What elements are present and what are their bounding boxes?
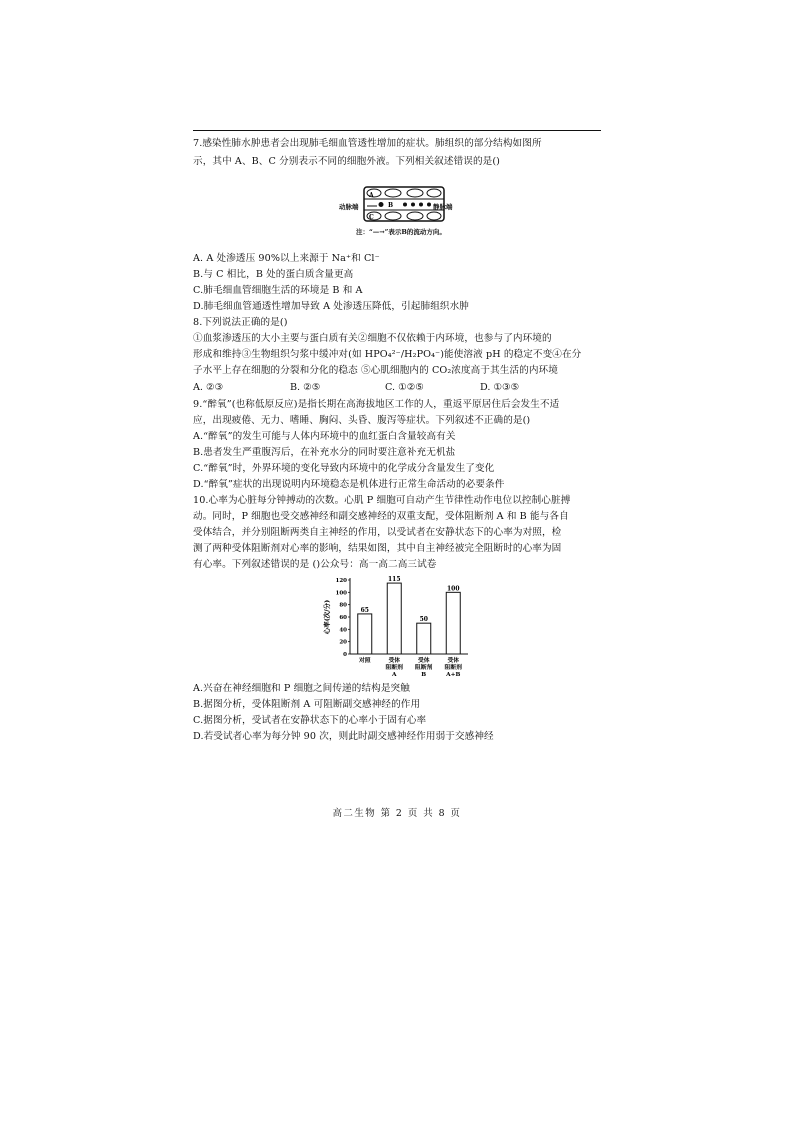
category-label: 阻断剂	[415, 665, 433, 671]
y-tick-label: 100	[335, 590, 347, 597]
q10-stem-line-1: 10.心率为心脏每分钟搏动的次数。心肌 P 细胞可自动产生节律性动作电位以控制心脏搏	[193, 495, 571, 506]
q10-option-d: D.若受试者心率为每分钟 90 次，则此时副交感神经作用弱于交感神经	[193, 731, 494, 742]
bar-value-label: 50	[419, 616, 428, 624]
bar	[446, 592, 460, 654]
q7-option-d: D.肺毛细血管通透性增加导致 A 处渗透压降低，引起肺组织水肿	[193, 301, 469, 312]
q10-stem-line-2: 动。同时，P 细胞也受交感神经和副交感神经的双重支配，受体阻断剂 A 和 B 能与各自	[193, 511, 569, 522]
diagram-letter-c: C	[369, 214, 374, 221]
q7-stem-line-2: 示，其中 A、B、C 分别表示不同的细胞外液。下列相关叙述错误的是()	[193, 156, 501, 167]
y-tick-label: 40	[339, 627, 347, 634]
diagram-note: 注：“—→”表示B的流动方向。	[356, 228, 446, 236]
q8-stem: 8.下列说法正确的是()	[193, 317, 288, 328]
q8-statement-line-1: ①血浆渗透压的大小主要与蛋白质有关②细胞不仅依赖于内环境，也参与了内环境的	[193, 333, 552, 344]
q7-option-c: C.肺毛细血管细胞生活的环境是 B 和 A	[193, 285, 363, 296]
q10-option-a: A.兴奋在神经细胞和 P 细胞之间传递的结构是突触	[193, 683, 410, 694]
y-tick-label: 60	[339, 615, 347, 621]
category-label: 阻断剂	[444, 665, 462, 671]
q7-stem-line-1: 7.感染性肺水肿患者会出现肺毛细血管透性增加的症状。肺组织的部分结构如图所	[193, 138, 542, 149]
category-label: 阻断剂	[385, 665, 403, 671]
bar	[387, 583, 401, 654]
category-label: B	[421, 672, 427, 678]
q8-choice-d: D. ①③⑤	[480, 382, 520, 393]
header-rule	[193, 130, 601, 131]
heart-rate-bar-chart	[320, 574, 470, 684]
q9-option-c: C.“醉氧”时，外界环境的变化导致内环境中的化学成分含量发生了变化	[193, 463, 495, 474]
y-tick-label: 80	[339, 602, 347, 609]
bar-value-label: 100	[446, 585, 460, 593]
diagram-letter-b: B	[388, 202, 394, 209]
diagram-letter-a: A	[369, 192, 374, 199]
category-label: 受体	[388, 658, 401, 664]
bar	[358, 614, 372, 654]
bar-value-label: 65	[360, 606, 369, 614]
bar	[417, 623, 431, 654]
category-label: 对照	[358, 658, 371, 664]
q9-option-b: B.患者发生严重腹泻后，在补充水分的同时要注意补充无机盐	[193, 447, 456, 458]
q8-statement-line-2: 形成和维持③生物组织匀浆中缓冲对(如 HPO₄²⁻/H₂PO₄⁻)能使溶液 pH 的稳定不变④在分	[193, 349, 582, 360]
q9-option-d: D.“醉氧”症状的出现说明内环境稳态是机体进行正常生命活动的必要条件	[193, 479, 505, 490]
page-footer: 高二生物 第 2 页 共 8 页	[332, 808, 462, 819]
q10-stem-line-4: 测了两种受体阻断剂对心率的影响，结果如图，其中自主神经被完全阻断时的心率为固	[193, 543, 562, 554]
diagram-artery-label: 动脉端	[339, 203, 359, 211]
y-tick-label: 120	[335, 578, 347, 584]
q10-stem-line-3: 受体结合，并分别阻断两类自主神经的作用，以受试者在安静状态下的心率为对照，检	[193, 527, 562, 538]
q9-stem-line-1: 9.“醉氧”(也称低原反应)是指长期在高海拔地区工作的人，重返平原居住后会发生不适	[193, 399, 560, 410]
bar-value-label: 115	[387, 576, 401, 584]
y-tick-label: 20	[339, 639, 347, 646]
q8-choice-b: B. ②⑤	[290, 382, 321, 393]
category-label: A	[392, 672, 397, 678]
q10-option-c: C.据图分析，受试者在安静状态下的心率小于固有心率	[193, 715, 427, 726]
diagram-vein-label: 静脉端	[433, 203, 453, 211]
q10-option-b: B.据图分析，受体阻断剂 A 可阻断副交感神经的作用	[193, 699, 421, 710]
q7-option-b: B.与 C 相比，B 处的蛋白质含量更高	[193, 269, 354, 280]
category-label: 受体	[447, 658, 460, 664]
q9-option-a: A.“醉氧”的发生可能与人体内环境中的血红蛋白含量较高有关	[193, 431, 456, 442]
category-label: A+B	[446, 672, 461, 678]
y-tick-label: 0	[343, 652, 347, 658]
q7-option-a: A. A 处渗透压 90%以上来源于 Na⁺和 Cl⁻	[193, 253, 380, 264]
q8-statement-line-3: 子水平上存在细胞的分裂和分化的稳态 ⑤心肌细胞内的 CO₂浓度高于其生活的内环境	[193, 365, 558, 376]
q8-choice-c: C. ①②⑤	[385, 382, 424, 393]
q9-stem-line-2: 应，出现疲倦、无力、嗜睡、胸闷、头昏、腹泻等症状。下列叙述不正确的是()	[193, 415, 531, 426]
q10-stem-line-5: 有心率。下列叙述错误的是 ()公众号：高一高二高三试卷	[193, 559, 437, 570]
q8-choice-a: A. ②③	[193, 382, 224, 393]
category-label: 受体	[417, 658, 430, 664]
y-axis-label: 心率(次/分)	[323, 599, 331, 635]
